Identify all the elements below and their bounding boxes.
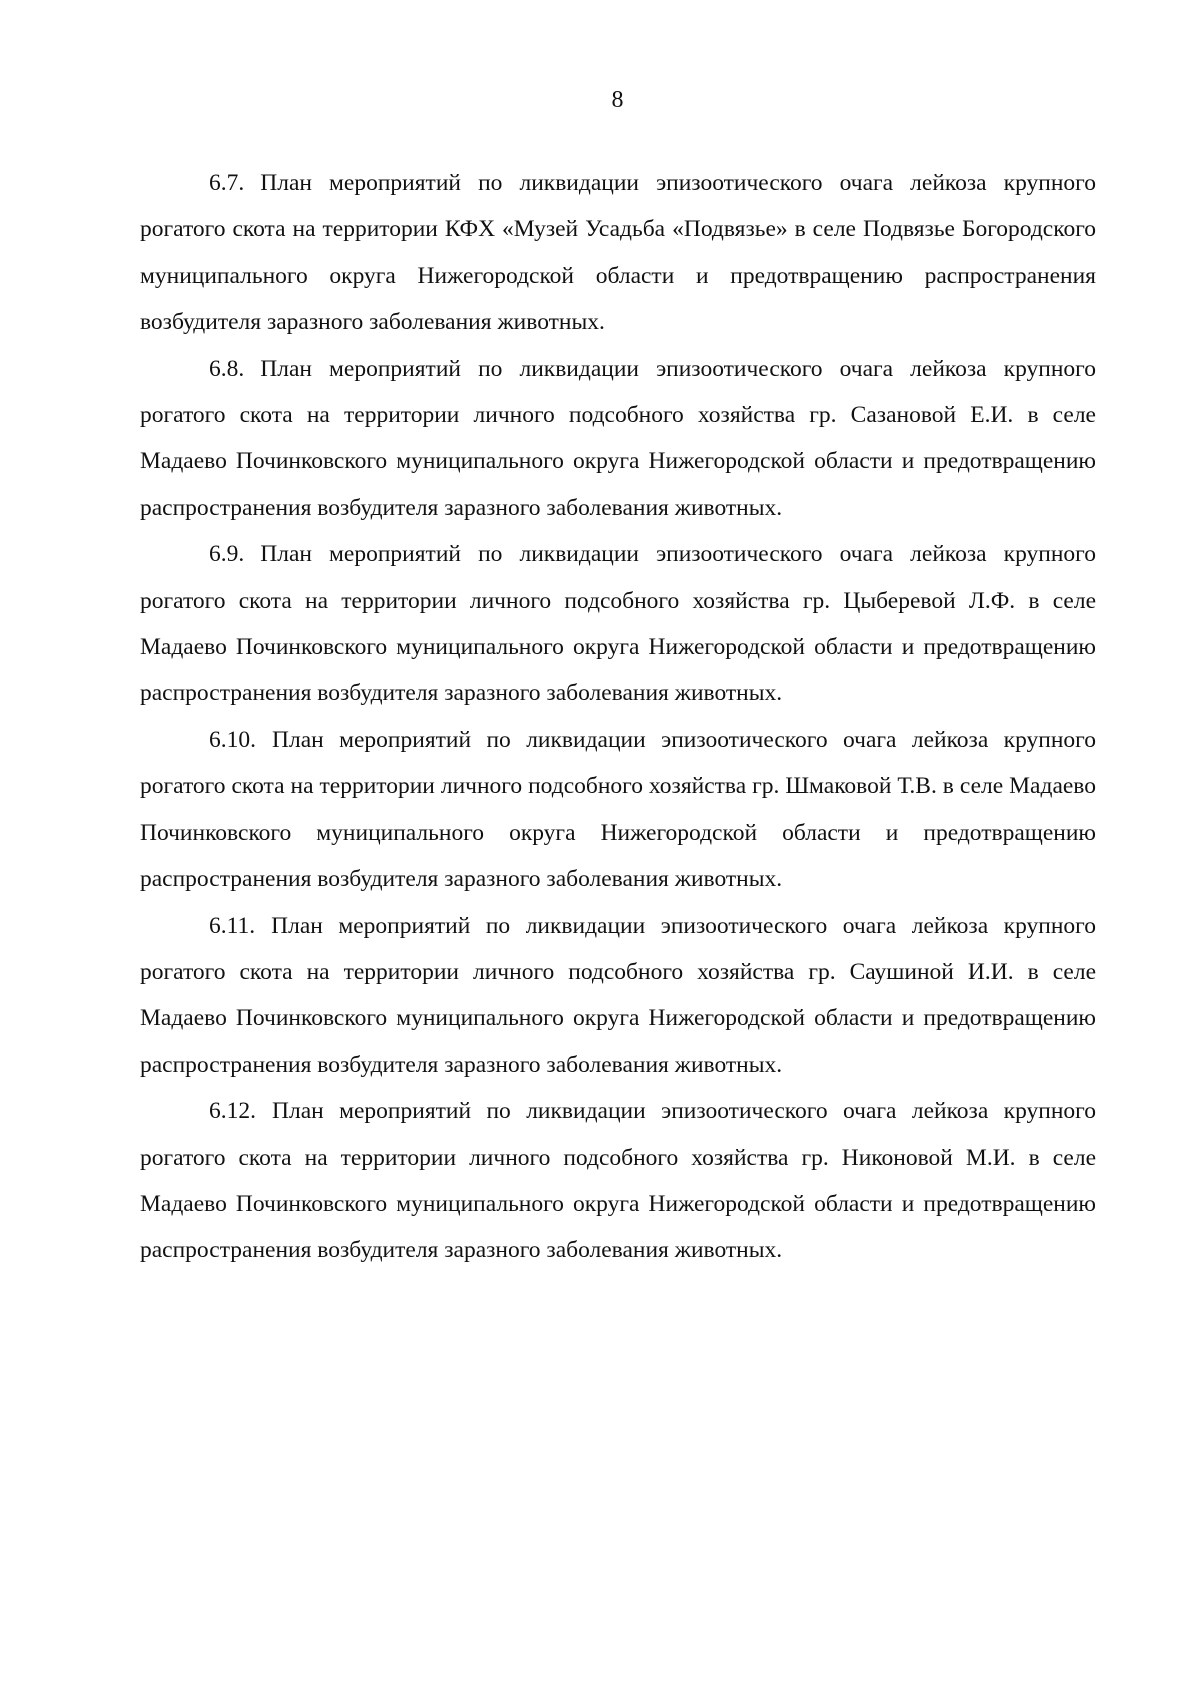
paragraph-text: План мероприятий по ликвидации эпизоотического очага лейкоза крупного рогатого скота на территории личного подсобного хозяйства гр. Шмаковой Т.В. в селе Мадаево Починковского муниципального округа Нижегородской области и предотвращению распространения возбудителя заразного заболевания животных.	[140, 726, 1096, 893]
paragraph-number: 6.9.	[209, 541, 245, 568]
paragraph-text: План мероприятий по ликвидации эпизоотического очага лейкоза крупного рогатого скота на территории КФХ «Музей Усадьба «Подвязье» в селе Подвязье Богородского муниципального округа Нижегородской области и предотвращению распространения возбудителя заразного заболевания животных.	[140, 170, 1096, 336]
paragraph-number: 6.7.	[209, 170, 245, 196]
paragraph-6-7	[140, 160, 1096, 346]
paragraph-number: 6.12.	[209, 1098, 256, 1125]
paragraph-6-10	[140, 717, 1096, 903]
paragraph-text: План мероприятий по ликвидации эпизоотического очага лейкоза крупного рогатого скота на территории личного подсобного хозяйства гр. Никоновой М.И. в селе Мадаево Починковского муниципального округа Нижегородской области и предотвращению распространения возбудителя заразного заболевания животных.	[140, 1098, 1096, 1264]
page-number: 8	[611, 87, 624, 113]
paragraph-number: 6.11.	[209, 912, 256, 939]
paragraph-number: 6.8.	[209, 355, 245, 382]
paragraph-6-12	[140, 1088, 1096, 1274]
paragraph-text: План мероприятий по ликвидации эпизоотического очага лейкоза крупного рогатого скота на территории личного подсобного хозяйства гр. Сазановой Е.И. в селе Мадаево Починковского муниципального округа Нижегородской области и предотвращению распространения возбудителя заразного заболевания животных.	[140, 355, 1096, 521]
paragraph-text: План мероприятий по ликвидации эпизоотического очага лейкоза крупного рогатого скота на территории личного подсобного хозяйства гр. Цыберевой Л.Ф. в селе Мадаево Починковского муниципального округа Нижегородской области и предотвращению распространения возбудителя заразного заболевания животных.	[140, 541, 1096, 707]
document-body	[140, 160, 1096, 1274]
paragraph-6-8	[140, 346, 1096, 532]
paragraph-number: 6.10.	[209, 726, 256, 753]
paragraph-text: План мероприятий по ликвидации эпизоотического очага лейкоза крупного рогатого скота на территории личного подсобного хозяйства гр. Саушиной И.И. в селе Мадаево Починковского муниципального округа Нижегородской области и предотвращению распространения возбудителя заразного заболевания животных.	[140, 912, 1096, 1078]
paragraph-6-11	[140, 903, 1096, 1089]
paragraph-6-9	[140, 531, 1096, 717]
